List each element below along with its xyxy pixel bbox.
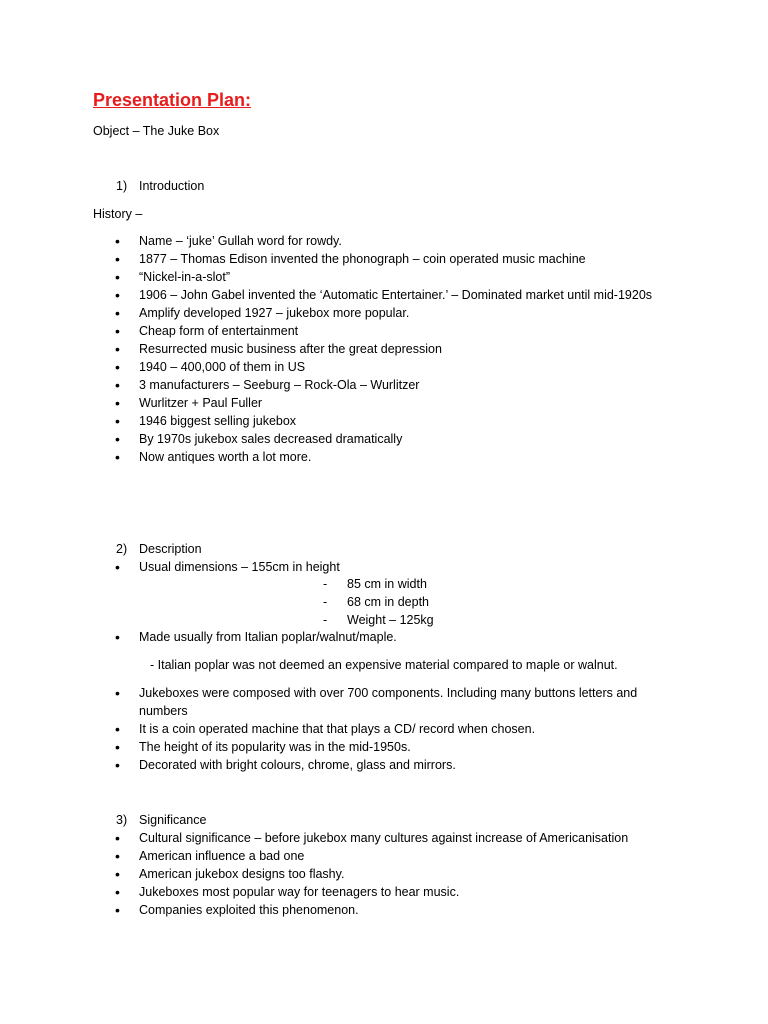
section-significance-heading xyxy=(116,811,206,829)
list-item: • Made usually from Italian poplar/walnut/maple. xyxy=(93,628,673,646)
list-item: • Name – ‘juke’ Gullah word for rowdy. xyxy=(93,232,673,250)
dimension-text: 85 cm in width xyxy=(347,577,427,591)
list-item: • 1877 – Thomas Edison invented the phonograph – coin operated music machine xyxy=(93,250,673,268)
list-item: • “Nickel-in-a-slot” xyxy=(93,268,673,286)
description-list xyxy=(93,684,673,774)
list-item: • 3 manufacturers – Seeburg – Rock-Ola – Wurlitzer xyxy=(93,376,673,394)
dimension-depth xyxy=(323,593,429,611)
list-item: • Jukeboxes were composed with over 700 components. Including many buttons letters and numbers xyxy=(93,684,673,720)
section-number: 3) xyxy=(116,813,128,827)
section-description-heading xyxy=(116,540,202,558)
material-note: - Italian poplar was not deemed an expensive material compared to maple or walnut. xyxy=(150,658,618,672)
section-label: Significance xyxy=(139,813,207,827)
section-introduction-heading xyxy=(116,177,204,195)
list-item: • It is a coin operated machine that that plays a CD/ record when chosen. xyxy=(93,720,673,738)
history-list xyxy=(93,232,673,466)
dimension-width xyxy=(323,575,427,593)
list-item: • Amplify developed 1927 – jukebox more popular. xyxy=(93,304,673,322)
section-number: 2) xyxy=(116,542,128,556)
list-item: • Cheap form of entertainment xyxy=(93,322,673,340)
list-item: • American influence a bad one xyxy=(93,847,673,865)
list-item: • Cultural significance – before jukebox many cultures against increase of Americanisation xyxy=(93,829,673,847)
object-line: Object – The Juke Box xyxy=(93,124,220,138)
list-item: • 1946 biggest selling jukebox xyxy=(93,412,673,430)
dash-marker: - xyxy=(323,613,328,627)
list-item: • 1906 – John Gabel invented the ‘Automatic Entertainer.’ – Dominated market until mid-1920s xyxy=(93,286,673,304)
dash-marker: - xyxy=(323,595,328,609)
dimension-weight xyxy=(323,611,434,629)
list-item: • The height of its popularity was in the mid-1950s. xyxy=(93,738,673,756)
page-title: Presentation Plan: xyxy=(93,90,252,110)
dimension-text: 68 cm in depth xyxy=(347,595,429,609)
list-item: • American jukebox designs too flashy. xyxy=(93,865,673,883)
significance-list xyxy=(93,829,673,919)
list-item: • Decorated with bright colours, chrome, glass and mirrors. xyxy=(93,756,673,774)
section-label: Introduction xyxy=(139,179,205,193)
list-item: • Resurrected music business after the great depression xyxy=(93,340,673,358)
list-item: • Jukeboxes most popular way for teenagers to hear music. xyxy=(93,883,673,901)
description-dimensions-list xyxy=(93,558,673,576)
list-item: • Now antiques worth a lot more. xyxy=(93,448,673,466)
list-item: • Companies exploited this phenomenon. xyxy=(93,901,673,919)
list-item: • Wurlitzer + Paul Fuller xyxy=(93,394,673,412)
dash-marker: - xyxy=(323,577,328,591)
dimension-text: Weight – 125kg xyxy=(347,613,434,627)
list-item: • By 1970s jukebox sales decreased dramatically xyxy=(93,430,673,448)
section-label: Description xyxy=(139,542,202,556)
list-item: • Usual dimensions – 155cm in height xyxy=(93,558,673,576)
description-material-list xyxy=(93,628,673,646)
list-item: • 1940 – 400,000 of them in US xyxy=(93,358,673,376)
section-number: 1) xyxy=(116,179,128,193)
history-label: History – xyxy=(93,207,143,221)
